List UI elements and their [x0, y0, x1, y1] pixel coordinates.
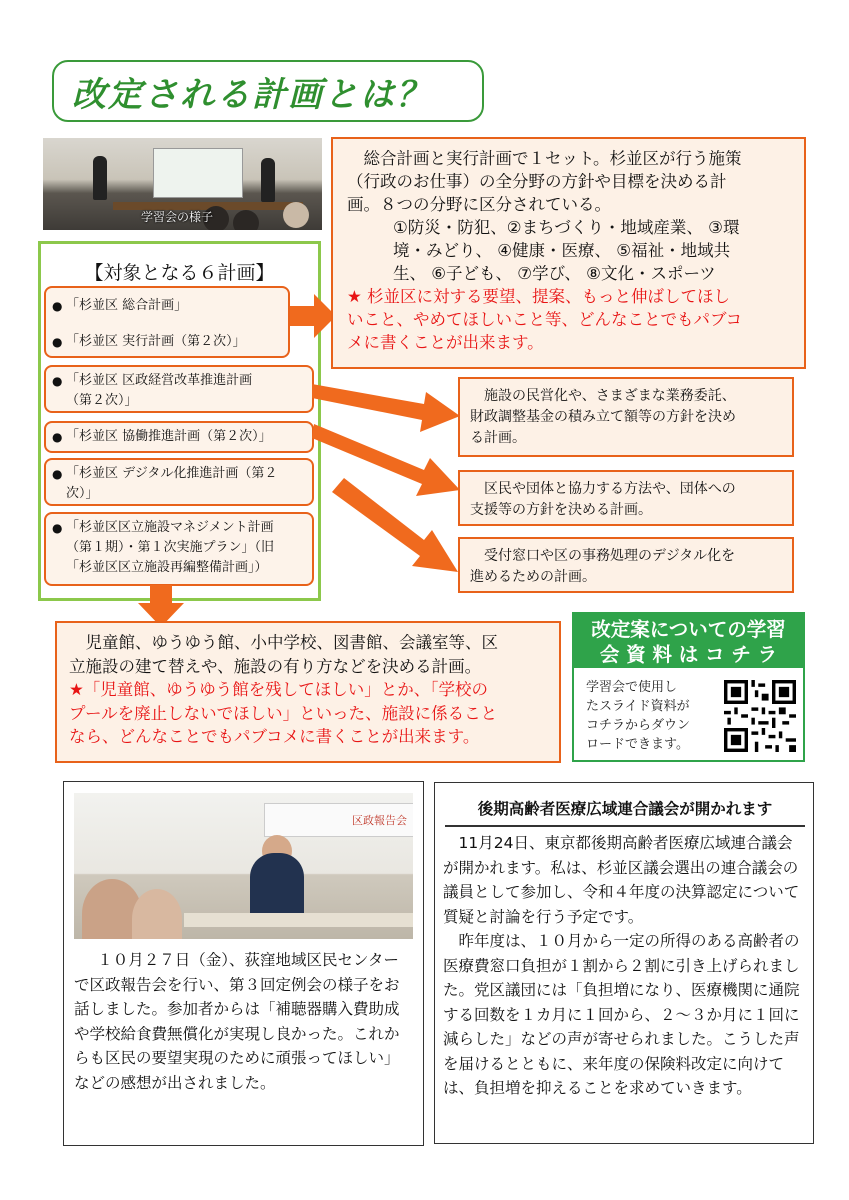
plan-item-reform: ● 「杉並区 区政経営改革推進計画 （第２次）」 — [44, 365, 314, 413]
bullet-icon: ● — [52, 335, 63, 349]
photo-banner: 区政報告会 — [264, 803, 413, 837]
audience-figure — [132, 889, 182, 939]
reform-plan-description: 施設の民営化や、さまざまな業務委託、 財政調整基金の積み立て額等の方針を決め る計画。 — [458, 377, 794, 457]
bullet-icon: ● — [52, 521, 63, 535]
plan-item-digital: ● 「杉並区 デジタル化推進計画（第２ 次）」 — [44, 458, 314, 506]
council-paragraph: 11月24日、東京都後期高齢者医療広域連合議会が開かれます。私は、杉並区議会選出の連合議会の議員として参加し、令和４年度の決算認定について質疑と討論を行う予定です。 — [443, 834, 800, 926]
report-meeting-article — [63, 781, 424, 1146]
council-title: 後期高齢者医療広域連合議会が開かれます — [445, 797, 805, 827]
plans-heading: 【対象となる６計画】 — [84, 262, 275, 284]
plan-item-general: 「杉並区 総合計画」 — [66, 298, 188, 313]
title-box — [52, 60, 484, 122]
photo-caption: 学習会の様子 — [141, 210, 214, 224]
projector-screen — [153, 148, 243, 198]
policy-areas: ①防災・防犯、②まちづくり・地域産業、 ③環 — [393, 218, 740, 237]
plans-frame — [38, 241, 321, 601]
bullet-icon: ● — [52, 467, 63, 481]
plan-group-general — [44, 286, 290, 358]
audience-head — [233, 210, 259, 230]
council-paragraph: 昨年度は、１０月から一定の所得のある高齢者の医療費窓口負担が１割から２割に引き上げられました。党区議団には「負担増になり、医療機関に通院する回数を１カ月に１回から、２〜３か月に１回に減らした」などの声が寄せられました。こうした声を届けるとともに、来年度の保険料改定に向けては、負担増を抑えることを求めていきます。 — [443, 932, 800, 1097]
study-session-photo — [43, 138, 322, 230]
speaker-figure — [261, 158, 275, 202]
council-body — [443, 831, 807, 1101]
bullet-icon: ● — [52, 374, 63, 388]
qr-header: 改定案についての学習 会 資 料 は コ チ ラ — [574, 614, 803, 668]
arrow-digital-icon — [332, 478, 462, 578]
council-article — [434, 782, 814, 1144]
bullet-icon: ● — [52, 430, 63, 444]
facility-plan-description: 児童館、ゆうゆう館、小中学校、図書館、会議室等、区 立施設の建て替えや、施設の有り方などを決める計画。 ★「児童館、ゆうゆう館を残してほしい」とか、「学校の プールを廃止しないでほしい」といった、施設に係ること なら、どんなことでもパブコメに書くことが出来ます。 — [55, 621, 561, 763]
report-text: １０月２７日（金）、荻窪地域区民センターで区政報告会を行い、第３回定例会の様子をお話しました。参加者からは「補聴器購入費助成や学校給食費無償化が実現し良かった。これからも区民の要望実現のために頑張ってほしい」などの感想が出されました。 — [74, 951, 400, 1092]
page-title: 改定される計画とは？ — [72, 74, 432, 115]
qr-description: 学習会で使用し たスライド資料が コチラからダウン ロードできます。 — [586, 680, 691, 752]
plan-item-facility: ● 「杉並区区立施設マネジメント計画 （第１期）・第１次実施プラン」（旧 「杉並区区立施設再編整備計画」） — [44, 512, 314, 586]
plan-item-execution: 「杉並区 実行計画（第２次）」 — [66, 334, 246, 349]
cooperation-plan-description: 区民や団体と協力する方法や、団体への 支援等の方針を決める計画。 — [458, 470, 794, 526]
digital-plan-description: 受付窓口や区の事務処理のデジタル化を 進めるための計画。 — [458, 537, 794, 593]
speaker-figure — [93, 156, 107, 200]
materials-qr-box — [572, 612, 805, 762]
general-plan-description: 総合計画と実行計画で１セット。杉並区が行う施策 （行政のお仕事）の全分野の方針や目標を決める計 画。８つの分野に区分されている。 ①防災・防犯、②まちづくり・地域産業、 ③環 境・みどり、 ④健康・医療、 ⑤福祉・地域共 生、 ⑥子ども、 ⑦学び、 ⑧文化・スポーツ ★ 杉並区に対する要望、提案、もっと伸ばしてほし いこと、やめてほしいこと等、どんなことでもパブコ メに書くことが出来ます。 — [331, 137, 806, 369]
public-comment-note: ★「児童館、ゆうゆう館を残してほしい」とか、「学校の — [69, 680, 489, 699]
audience-head — [283, 202, 309, 228]
plan-item-cooperation: ● 「杉並区 協働推進計画（第２次）」 — [44, 421, 314, 453]
bullet-icon: ● — [52, 299, 63, 313]
public-comment-note: ★ 杉並区に対する要望、提案、もっと伸ばしてほし — [347, 287, 731, 306]
qr-code-icon[interactable] — [724, 680, 796, 752]
report-meeting-photo — [74, 793, 413, 939]
desk — [184, 913, 413, 927]
